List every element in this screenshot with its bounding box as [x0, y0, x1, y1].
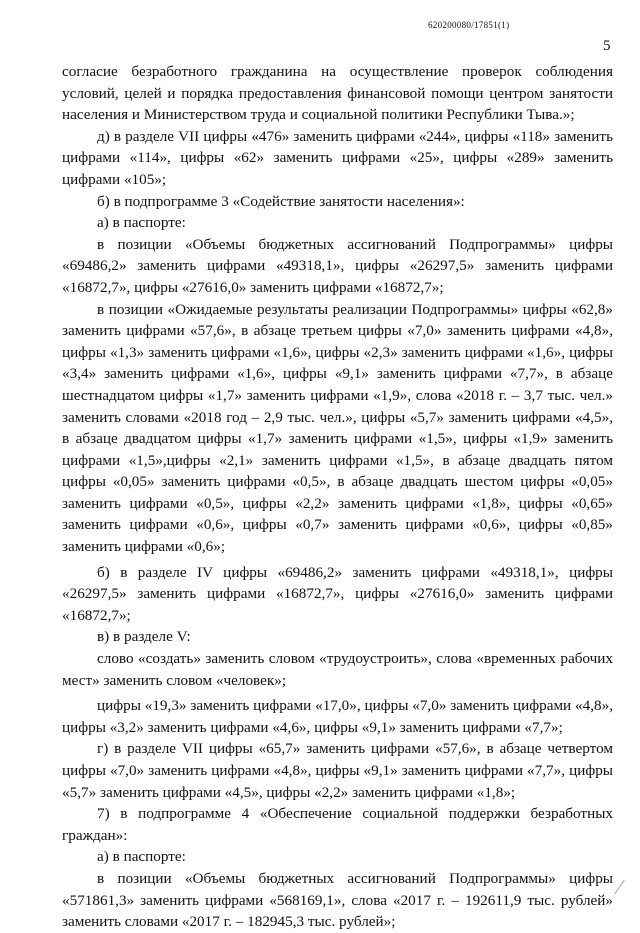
paragraph: в позиции «Объемы бюджетных ассигнований Подпрограммы» цифры «571861,3» заменить цифрами «568169,1», слова «2017 г. – 192611,9 тыс. рублей» заменить словами «2017 г. – 182945,3 тыс. рублей»;	[62, 869, 613, 931]
document-body	[62, 61, 613, 933]
paragraph: в позиции «Ожидаемые результаты реализации Подпрограммы» цифры «62,8» заменить цифрами «57,6», в абзаце третьем цифры «7,0» заменить цифрами «4,8», цифры «1,3» заменить цифрами «1,6», цифры «2,3» заменить цифрами «1,6», цифры «3,4» заменить цифрами «1,6», цифры «9,1» заменить цифрами «7,7», в абзаце шестнадцатом цифры «1,7» заменить цифрами «1,9», слова «2018 г. – 3,7 тыс. чел.» заменить словами «2018 год – 2,9 тыс. чел.», цифры «5,7» заменить цифрами «4,5», в абзаце двадцатом цифры «1,7» заменить цифрами «1,5», цифры «1,9» заменить цифрами «1,5»,цифры «2,1» заменить цифрами «1,5», в абзаце двадцать пятом цифры «0,05» заменить цифрами «0,5», в абзаце двадцать шестом цифры «0,05» заменить цифрами «0,5», цифры «2,2» заменить цифрами «1,8», цифры «0,65» заменить цифрами «0,6», цифры «0,7» заменить цифрами «0,6», цифры «0,85» заменить цифрами «0,6»;	[62, 300, 613, 556]
paragraph: б) в подпрограмме 3 «Содействие занятости населения»:	[97, 192, 465, 210]
paragraph: д) в разделе VII цифры «476» заменить цифрами «244», цифры «118» заменить цифрами «114», цифры «62» заменить цифрами «25», цифры «289» заменить цифрами «105»;	[62, 127, 613, 188]
paragraph: а) в паспорте:	[97, 214, 186, 232]
paragraph: цифры «19,3» заменить цифрами «17,0», цифры «7,0» заменить цифрами «4,8», цифры «3,2» заменить цифрами «4,6», цифры «9,1» заменить цифрами «7,7»;	[62, 697, 613, 736]
paragraph: б) в разделе IV цифры «69486,2» заменить цифрами «49318,1», цифры «26297,5» заменить цифрами «16872,7», цифры «27616,0» заменить цифрами «16872,7»;	[62, 563, 613, 624]
paragraph: в позиции «Объемы бюджетных ассигнований Подпрограммы» цифры «69486,2» заменить цифрами «49318,1», цифры «26297,5» заменить цифрами «16872,7», цифры «27616,0» заменить цифрами «16872,7»;	[62, 235, 613, 296]
page-number: 5	[603, 38, 611, 54]
paragraph: слово «создать» заменить словом «трудоустроить», слова «временных рабочих мест» заменить словом «человек»;	[62, 650, 613, 689]
paragraph: согласие безработного гражданина на осуществление проверок соблюдения условий, целей и порядка предоставления финансовой помощи центром занятости населения и Министерством труда и социальной политики Республики Тыва.»;	[62, 63, 613, 124]
scan-corner-mark	[614, 880, 631, 894]
paragraph: а) в паспорте:	[97, 848, 186, 866]
document-id: 620200080/17851(1)	[428, 20, 510, 30]
paragraph: 7) в подпрограмме 4 «Обеспечение социальной поддержки безработных граждан»:	[62, 805, 613, 844]
paragraph: в) в разделе V:	[97, 628, 191, 646]
paragraph: г) в разделе VII цифры «65,7» заменить цифрами «57,6», в абзаце четвертом цифры «7,0» заменить цифрами «4,8», цифры «9,1» заменить цифрами «7,7», цифры «5,7» заменить цифрами «4,5», цифры «2,2» заменить цифрами «1,8»;	[62, 740, 613, 801]
